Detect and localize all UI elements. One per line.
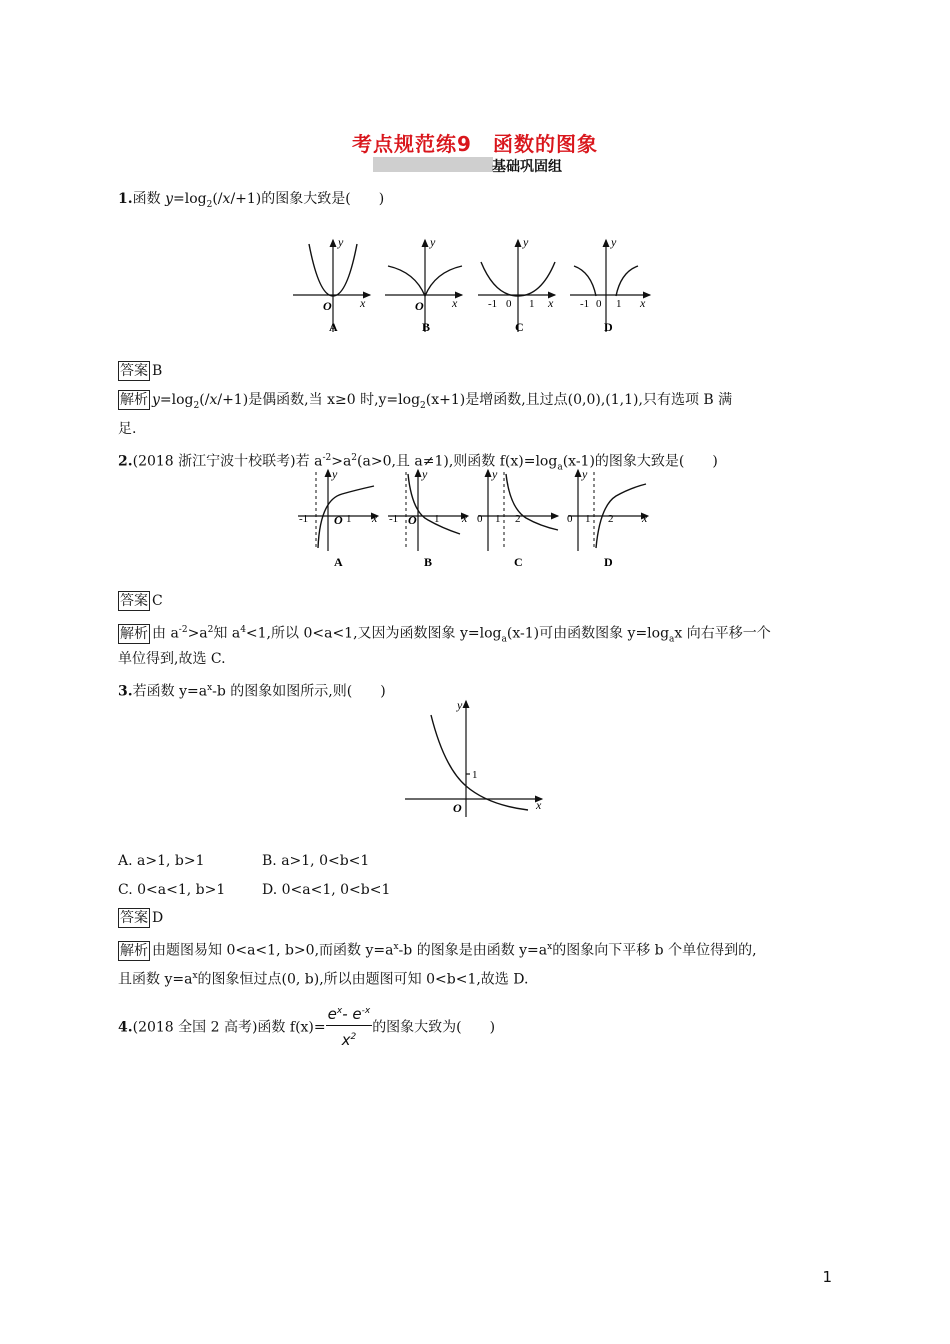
svg-text:x: x bbox=[642, 511, 648, 525]
svg-text:C: C bbox=[514, 555, 523, 569]
svg-text:x: x bbox=[360, 296, 366, 310]
q4-fraction: $\frac{e^x- e^{-x}}{x^2}$ bbox=[326, 1000, 373, 1051]
q1-option-graphs bbox=[285, 232, 660, 340]
svg-text:x: x bbox=[640, 296, 646, 310]
svg-text:O: O bbox=[415, 299, 424, 313]
q2-option-graphs bbox=[290, 466, 660, 574]
svg-text:-1: -1 bbox=[580, 298, 590, 310]
svg-text:y: y bbox=[582, 467, 588, 481]
question-1: 1.函数 $y=\log_2(/x/+1)$的图象大致是( ) bbox=[118, 191, 385, 210]
svg-text:-1: -1 bbox=[389, 513, 399, 525]
q2-analysis: 解析 由 $a^{-2}>a^2$知 $a^4<1$,所以 0<a<1,又因为函数图象 $y=\log_a(x-1)$可由函数图象 $y=\log_ax$ 向右平移一个 bbox=[120, 625, 771, 645]
svg-text:0: 0 bbox=[567, 513, 573, 525]
page-title: 考点规范练9 函数的图象 bbox=[352, 132, 598, 156]
question-2: 2.(2018 浙江宁波十校联考)若 $a^{-2}>a^2(a>0$,且 a≠1),则函数 $f(x)=\log_a(x-1)$的图象大致是( ) bbox=[118, 453, 718, 473]
q1-option-a-label: A bbox=[329, 320, 338, 334]
q3-graph bbox=[400, 695, 550, 820]
svg-text:1: 1 bbox=[616, 298, 622, 310]
svg-text:y: y bbox=[523, 235, 529, 249]
q2-answer: 答案 C bbox=[120, 593, 163, 609]
q3-option-d: D. 0<a<1, 0<b<1 bbox=[262, 882, 391, 898]
svg-text:1: 1 bbox=[529, 298, 535, 310]
svg-text:2: 2 bbox=[515, 513, 521, 525]
q1-analysis-line2: 足. bbox=[118, 421, 137, 437]
q3-analysis: 解析 由题图易知 0<a<1, b>0,而函数 $y=a^x-b$ 的图象是由函数 $y=a^x$的图象向下平移 b 个单位得到的, bbox=[120, 942, 757, 959]
svg-text:1: 1 bbox=[495, 513, 501, 525]
q3-option-b: B. a>1, 0<b<1 bbox=[262, 853, 370, 869]
svg-text:B: B bbox=[424, 555, 433, 569]
section-subtitle: 基础巩固组 bbox=[492, 159, 562, 175]
answer-label: 答案 bbox=[120, 363, 148, 379]
svg-text:-1: -1 bbox=[299, 513, 309, 525]
svg-text:A: A bbox=[334, 555, 343, 569]
svg-text:y: y bbox=[430, 235, 436, 249]
svg-text:y: y bbox=[457, 698, 463, 712]
q1-graph-b bbox=[385, 235, 462, 334]
q1-number: 1. bbox=[118, 191, 133, 207]
svg-text:0: 0 bbox=[596, 298, 602, 310]
q2-analysis-line2: 单位得到,故选 C. bbox=[118, 651, 226, 667]
svg-text:0: 0 bbox=[506, 298, 512, 310]
q3-analysis-line2: 且函数 $y=a^x$的图象恒过点(0, b),所以由题图可知 0<b<1,故选 D. bbox=[118, 971, 529, 988]
svg-text:2: 2 bbox=[608, 513, 614, 525]
svg-text:0: 0 bbox=[477, 513, 483, 525]
svg-text:x: x bbox=[548, 296, 554, 310]
svg-text:1: 1 bbox=[434, 513, 440, 525]
question-3: 3.若函数 $y=a^x-b$ 的图象如图所示,则( ) bbox=[118, 683, 386, 700]
q2-graph-d bbox=[567, 467, 648, 569]
q1-analysis: 解析 $y=\log_2(/x/+1)$是偶函数,当 x≥0 时$,y=\log_2(x+1)$是增函数,且过点(0,0),(1,1),只有选项 B 满 bbox=[120, 392, 733, 411]
q1-option-c-label: C bbox=[515, 320, 524, 334]
q2-graph-c bbox=[477, 467, 558, 569]
svg-text:-1: -1 bbox=[488, 298, 498, 310]
svg-text:O: O bbox=[334, 513, 343, 527]
q3-option-a: A. a>1, b>1 bbox=[118, 853, 205, 869]
svg-text:1: 1 bbox=[585, 513, 591, 525]
svg-text:O: O bbox=[453, 801, 462, 815]
svg-text:x: x bbox=[452, 296, 458, 310]
svg-text:y: y bbox=[332, 467, 338, 481]
q3-answer: 答案 D bbox=[120, 910, 164, 926]
svg-text:O: O bbox=[408, 513, 417, 527]
svg-text:y: y bbox=[338, 235, 344, 249]
q2-graph-b bbox=[388, 467, 468, 569]
svg-text:y: y bbox=[422, 467, 428, 481]
q3-option-c: C. 0<a<1, b>1 bbox=[118, 882, 226, 898]
q1-graph-d bbox=[570, 235, 650, 334]
svg-text:1: 1 bbox=[472, 769, 478, 781]
page-number: 1 bbox=[822, 1268, 832, 1286]
q1-option-d-label: D bbox=[604, 320, 613, 334]
subtitle-band bbox=[373, 157, 493, 172]
svg-text:x: x bbox=[372, 511, 378, 525]
q1-graph-c bbox=[478, 235, 555, 334]
svg-text:y: y bbox=[611, 235, 617, 249]
svg-text:D: D bbox=[604, 555, 613, 569]
svg-text:x: x bbox=[536, 798, 542, 812]
q1-graph-a bbox=[293, 235, 370, 334]
question-4: 4.(2018 全国 2 高考)函数 f(x)= $\frac{e^x- e^{-x}}{x^2}$ 的图象大致为( ) bbox=[118, 1002, 495, 1053]
q1-option-b-label: B bbox=[422, 320, 431, 334]
svg-text:1: 1 bbox=[346, 513, 352, 525]
svg-text:x: x bbox=[462, 511, 468, 525]
svg-text:y: y bbox=[492, 467, 498, 481]
analysis-label: 解析 bbox=[120, 392, 148, 408]
svg-text:O: O bbox=[323, 299, 332, 313]
q1-answer: 答案 B bbox=[120, 363, 163, 379]
q2-graph-a bbox=[298, 467, 378, 569]
